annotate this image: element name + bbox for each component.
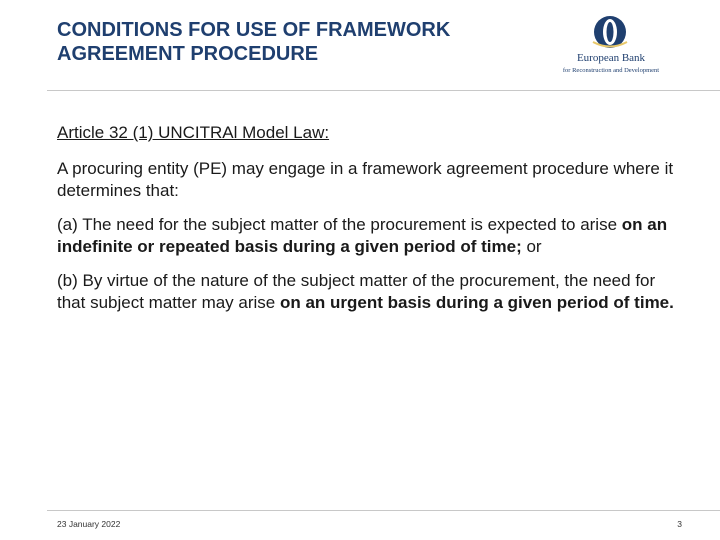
ebrd-logo xyxy=(555,15,667,77)
page-number: 3 xyxy=(677,519,682,529)
intro-paragraph: A procuring entity (PE) may engage in a framework agreement procedure where it determines that: xyxy=(57,159,674,200)
logo-name: European Bank xyxy=(576,52,646,64)
footer-divider xyxy=(47,510,720,511)
condition-a-tail: or xyxy=(521,237,542,256)
footer-date: 23 January 2022 xyxy=(57,519,121,529)
slide-body xyxy=(57,122,677,326)
condition-a xyxy=(57,214,677,258)
header-divider xyxy=(47,90,720,91)
logo-subtitle: for Reconstruction and Development xyxy=(562,67,660,74)
article-heading: Article 32 (1) UNCITRAl Model Law: xyxy=(57,123,330,142)
ebrd-emblem-icon xyxy=(591,15,629,49)
condition-a-emphasis: on an indefinite or repeated basis during a given period of time; xyxy=(57,215,668,256)
slide-title: CONDITIONS FOR USE OF FRAMEWORK AGREEMENT PROCEDURE xyxy=(57,19,451,65)
condition-a-text: (a) The need for the subject matter of the procurement is expected to arise xyxy=(57,215,622,234)
condition-b xyxy=(57,270,677,314)
condition-b-text: (b) By virtue of the nature of the subject matter of the procurement, the need for that subject matter may arise xyxy=(57,271,656,312)
condition-b-emphasis: on an urgent basis during a given period of time. xyxy=(279,293,674,312)
